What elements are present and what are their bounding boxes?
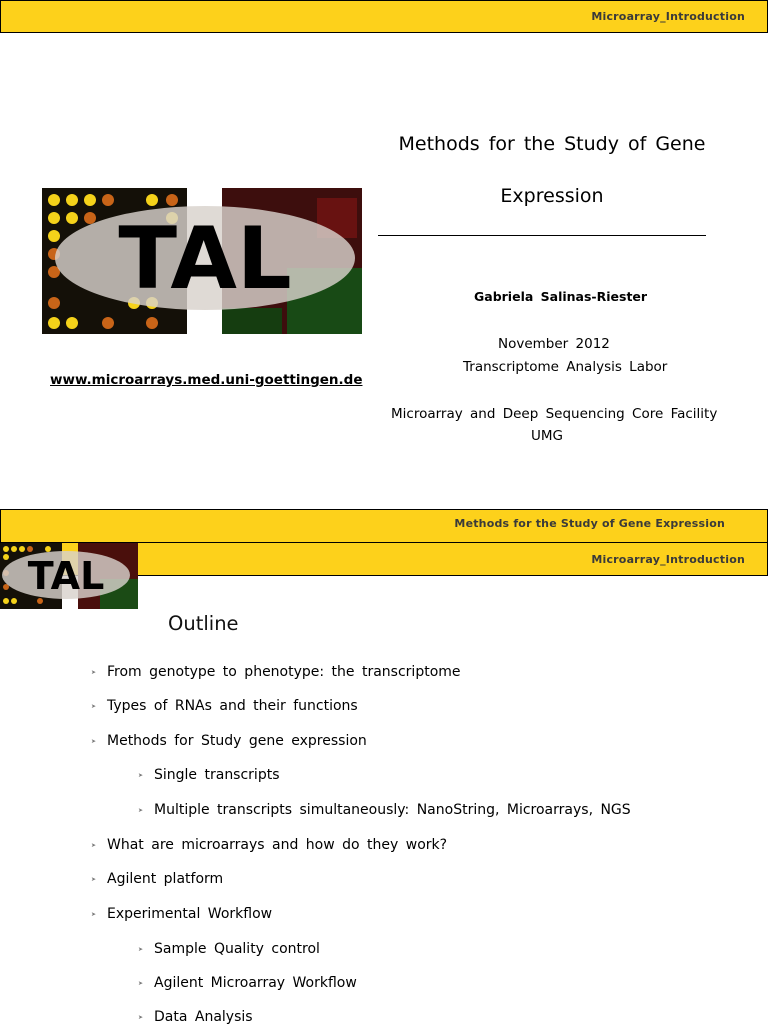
list-item: ➤ Types of RNAs and their functions <box>91 698 358 714</box>
bullet-arrow-icon: ➤ <box>91 911 97 918</box>
bullet-arrow-icon: ➤ <box>138 1014 144 1021</box>
presentation-title-line1: Methods for the Study of Gene <box>398 133 706 155</box>
slide2-top-bar <box>0 509 768 543</box>
bullet-arrow-icon: ➤ <box>91 738 97 745</box>
bullet-arrow-icon: ➤ <box>91 669 97 676</box>
author-name: Gabriela Salinas-Riester <box>474 289 648 304</box>
list-item: ➤ From genotype to phenotype: the transcriptome <box>91 664 461 680</box>
presentation-title-line2: Expression <box>500 185 604 207</box>
slide2-header-label: Microarray_Introduction <box>591 553 745 566</box>
title-divider <box>378 235 706 236</box>
tal-logo-icon <box>42 188 362 334</box>
bullet-arrow-icon: ➤ <box>138 980 144 987</box>
bullet-arrow-icon: ➤ <box>138 946 144 953</box>
list-item: ➤ Methods for Study gene expression <box>91 733 367 749</box>
bullet-arrow-icon: ➤ <box>138 807 144 814</box>
list-item: ➤ Data Analysis <box>138 1009 253 1025</box>
slide1-header-bar <box>0 0 768 33</box>
list-item: ➤ Agilent platform <box>91 871 224 887</box>
bullet-arrow-icon: ➤ <box>138 772 144 779</box>
lab-name: Transcriptome Analysis Labor <box>463 359 668 375</box>
facility-name: Microarray and Deep Sequencing Core Facility <box>391 406 718 422</box>
outline-title: Outline <box>168 612 239 635</box>
list-item: ➤ What are microarrays and how do they work? <box>91 837 448 853</box>
presentation-date: November 2012 <box>498 336 610 352</box>
bullet-arrow-icon: ➤ <box>91 703 97 710</box>
tal-logo-small-icon <box>0 543 138 609</box>
svg-text:TAL: TAL <box>27 554 105 598</box>
slide2-top-bar-label: Methods for the Study of Gene Expression <box>454 517 725 530</box>
svg-text:TAL: TAL <box>118 209 292 309</box>
bullet-arrow-icon: ➤ <box>91 876 97 883</box>
tal-website-link[interactable]: www.microarrays.med.uni-goettingen.de <box>50 372 363 388</box>
institution-name: UMG <box>531 428 563 444</box>
list-item: ➤ Sample Quality control <box>138 941 320 957</box>
list-item: ➤ Experimental Workflow <box>91 906 273 922</box>
bullet-arrow-icon: ➤ <box>91 842 97 849</box>
slide1-header-label: Microarray_Introduction <box>591 10 745 23</box>
list-item: ➤ Multiple transcripts simultaneously: NanoString, Microarrays, NGS <box>138 802 631 818</box>
list-item: ➤ Single transcripts <box>138 767 280 783</box>
list-item: ➤ Agilent Microarray Workflow <box>138 975 357 991</box>
